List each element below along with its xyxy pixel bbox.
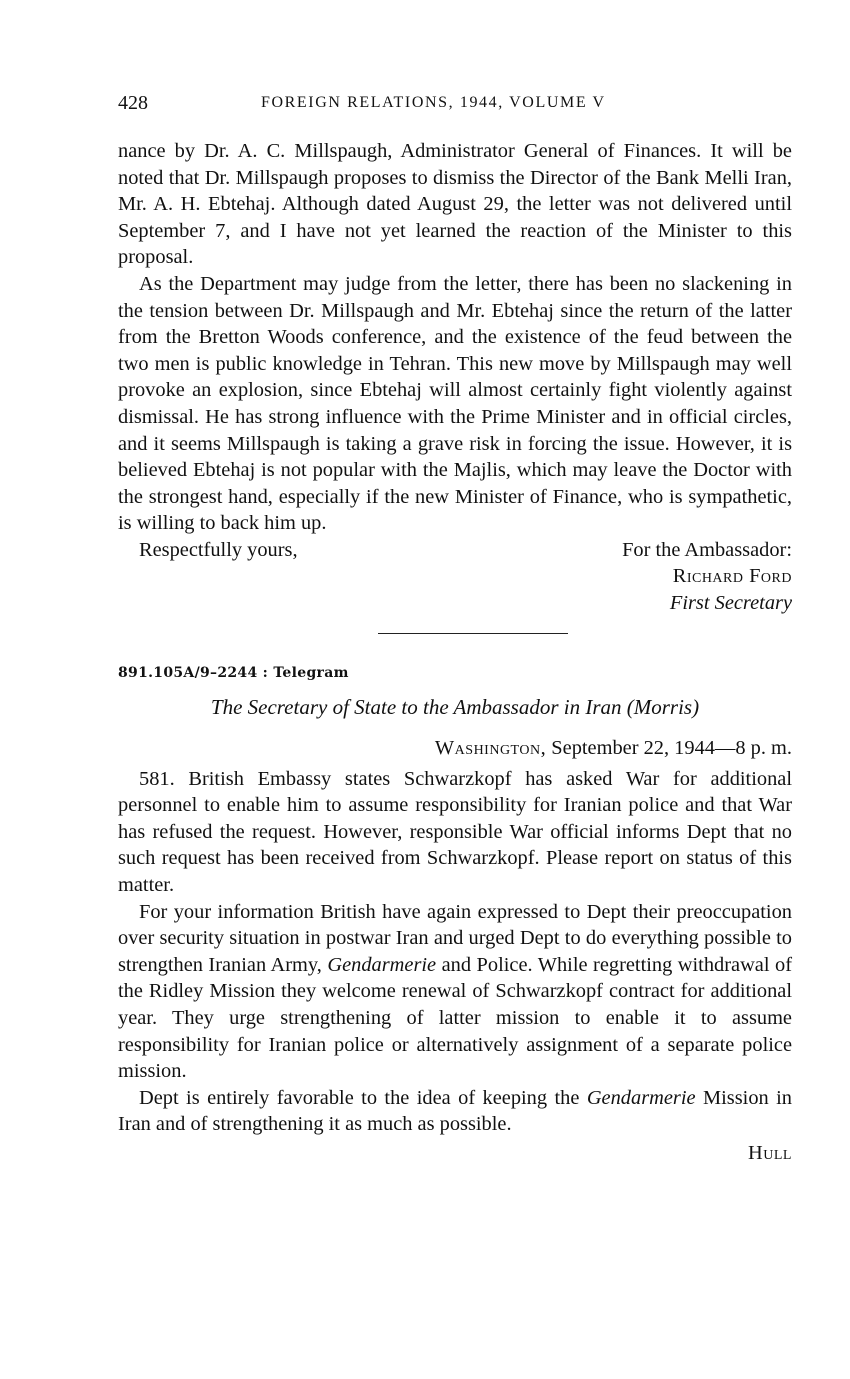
section-divider: [378, 633, 568, 634]
telegram-paragraph-2-text-a: For your information British have again expressed to Dept their preoccupation over security situation in postwar Iran and urged Dept to do everything possible to strengthen Iranian Army,: [118, 900, 792, 976]
signer-name: Richard Ford: [672, 564, 792, 587]
document-page: [118, 88, 792, 1167]
letter-paragraph-2: As the Department may judge from the letter, there has been no slackening in the tension between Dr. Millspaugh and Mr. Ebtehaj since the return of the latter from the Bretton Woods conference, and the existence of the feud between the two men is public knowledge in Tehran. This new move by Millspaugh may well provoke an explosion, since Ebtehaj will almost certainly fight violently against dismissal. He has strong influence with the Prime Minister and in official circles, and it seems Millspaugh is taking a grave risk in forcing the issue. However, it is believed Ebtehaj is not popular with the Majlis, which may leave the Doctor with the strongest hand, especially if the new Minister of Finance, who is sympathetic, is willing to back him up.: [118, 272, 792, 535]
letter-paragraph-1: nance by Dr. A. C. Millspaugh, Administrator General of Finances. It will be noted that Dr. Millspaugh proposes to dismiss the Director of the Bank Melli Iran, Mr. A. H. Ebtehaj. Although dated August 29, the letter was not delivered until September 7, and I have not yet learned the reaction of the Minister to this proposal.: [118, 140, 792, 269]
page-header: [118, 88, 792, 118]
running-title: FOREIGN RELATIONS, 1944, VOLUME V: [261, 94, 606, 111]
file-reference: 891.105A/9–2244 : Telegram: [118, 665, 349, 682]
for-ambassador-line: For the Ambassador:: [622, 538, 792, 561]
telegram-paragraph-3-text-b: Mission in Iran and of strengthening it as much as possible.: [118, 1086, 792, 1136]
dateline: [118, 735, 792, 762]
telegram-title: The Secretary of State to the Ambassador in Iran (Morris): [210, 695, 700, 720]
page-number: 428: [118, 92, 148, 114]
closing-salutation: Respectfully yours,: [139, 538, 298, 561]
dateline-place: Washington,: [434, 737, 547, 760]
telegram-paragraph-2-text-b: and Police. While regretting withdrawal of the Ridley Mission they welcome renewal of Schwarzkopf contract for additional year. They urge strengthening of latter mission to enable it to assume responsibility for Iranian police or alternatively assignment of a separate police mission.: [118, 953, 792, 1083]
telegram-paragraph-3: [118, 1085, 792, 1138]
letter-closing: [118, 537, 792, 563]
telegram-signature: Hull: [748, 1142, 792, 1164]
telegram-paragraph-2: [118, 899, 792, 1085]
gendarmerie-term: Gendarmerie: [327, 953, 437, 976]
dateline-time: September 22, 1944—8 p. m.: [551, 737, 792, 760]
telegram-paragraph-1: 581. British Embassy states Schwarzkopf has asked War for additional personnel to enable him to assume responsibility for Iranian police and that War has refused the request. However, responsible War official informs Dept that no such request has been received from Schwarzkopf. Please report on status of this matter.: [118, 767, 792, 897]
signer-title: First Secretary: [669, 591, 792, 614]
telegram-paragraph-3-text-a: Dept is entirely favorable to the idea of keeping the: [139, 1086, 580, 1109]
gendarmerie-term-2: Gendarmerie: [586, 1086, 696, 1109]
